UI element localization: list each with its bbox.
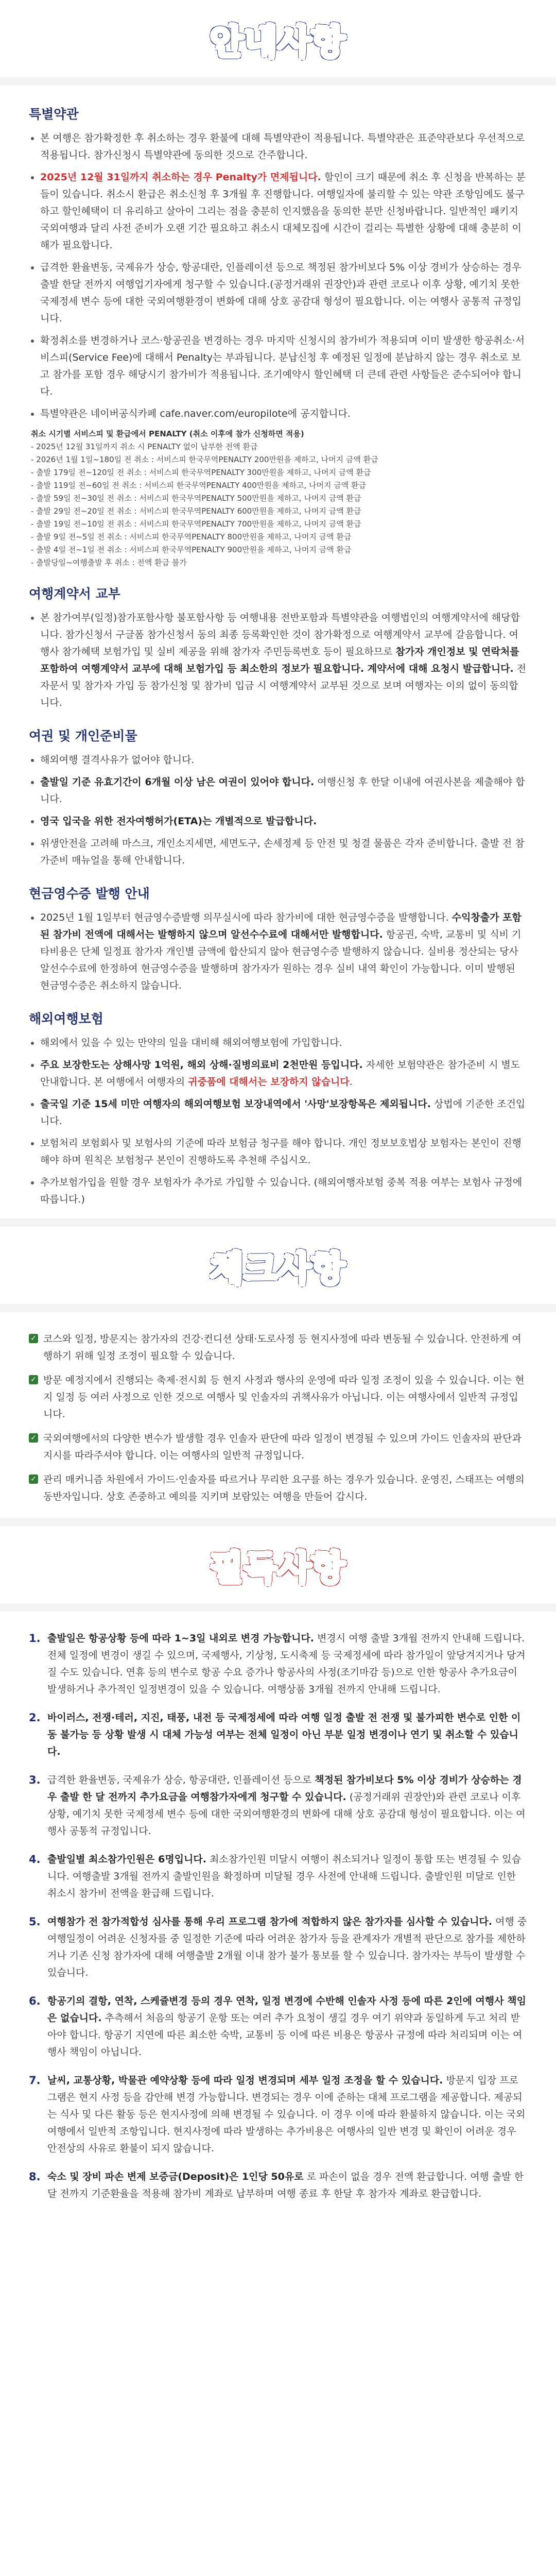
table-row: - 출발 4일 전~1일 전 취소 : 서비스피 한국무역PENALTY 900만원을 제하고, 나머지 금액 환급 bbox=[31, 545, 352, 554]
check-section bbox=[0, 1312, 556, 1518]
guide-section bbox=[0, 86, 556, 1218]
table-row: - 출발당일~여행출발 후 취소 : 전액 환급 불가 bbox=[31, 558, 187, 567]
checkbox-icon: ✓ bbox=[29, 1475, 38, 1484]
must-banner bbox=[0, 1518, 556, 1612]
list-item: 7. 날씨, 교통상황, 박물관 예약상황 등에 따라 일정 변경되며 세부 일정 조정을 할 수 있습니다. 방문지 입장 프로그램은 현지 사정 등을 감안해 변경 가능합니다. 변경되는 경우 이에 준하는 대체 프로그램을 제공합니다. 제공되는 식사 및 다른 활동 등은 현지사정에 의해 변경될 수 있습니다. 이 경우 이에 따라 환불하지 않습니다. 이는 국외여행에서 일반적 조항입니다. 현지사정에 따라 발생하는 추가비용은 여행사의 일반 변경 및 확인이 어려운 경우 안전상의 사유로 환불이 되지 않습니다. bbox=[29, 2074, 526, 2154]
checkbox-icon: ✓ bbox=[29, 1375, 38, 1384]
insurance-list bbox=[29, 1035, 527, 1208]
receipt-list bbox=[29, 909, 527, 994]
list-item: 4. 출발일별 최소참가인원은 6명입니다. 최소참가인원 미달시 여행이 취소되거나 일정이 통합 또는 변경될 수 있습니다. 여행출발 3개월 전까지 출발인원을 확정하며 미달될 경우 사전에 안내해 드립니다. 출발인원 미달로 인한 취소시 참가비 전액을 환급해 드립니다. bbox=[29, 1853, 522, 1899]
list-item: 추가보험가입을 원할 경우 보험자가 추가로 가입할 수 있습니다. (해외여행자보험 중복 적용 여부는 보험사 규정에 따릅니다.) bbox=[29, 1174, 527, 1208]
list-item: 2025년 12월 31일까지 취소하는 경우 Penalty가 면제됩니다. 할인이 크기 때문에 취소 후 신청을 반복하는 분들이 있습니다. 취소시 환급은 취소신청 후 3개월 후 진행합니다. 여행일자에 불리할 수 있는 약관 조항임에도 불구하고 할인혜택이 더 유리하고 살아이 그리는 점을 충분히 인지했음을 동의한 분만 신청바랍니다. 일반적인 패키지 국외여행과 달리 사전 준비가 오랜 기간 필요하고 취소시 대체모집에 시간이 걸리는 특별한 상황에 대해 충분히 이해가 필요합니다. bbox=[29, 169, 527, 254]
guide-banner bbox=[0, 0, 556, 86]
table-row: - 출발 29일 전~20일 전 취소 : 서비스피 한국무역PENALTY 600만원을 제하고, 나머지 금액 환급 bbox=[31, 506, 361, 516]
list-item: 특별약관은 네이버공식카페 cafe.naver.com/europilote에 공지합니다. bbox=[29, 405, 527, 422]
list-item: 6. 항공기의 결항, 연착, 스케쥴변경 등의 경우 연착, 일정 변경에 수반해 인솔자 사정 등에 따른 2인에 여행사 책임은 없습니다. 추측해서 처음의 항공기 운항 또는 여러 추가 요청이 생길 경우 여기 위약과 동일하게 두고 처리 받아야 합니다. 항공기 지연에 따른 최소한 숙박, 교통비 등 이에 따른 비용은 항공사 규정에 따라 처리되며 이는 여행사 책임이 아닙니다. bbox=[29, 1995, 526, 2058]
list-item: 8. 숙소 및 장비 파손 변제 보증금(Deposit)은 1인당 50유로 로 파손이 없을 경우 전액 환급합니다. 여행 출발 한달 전까지 기준환율을 적용해 참가비 계좌로 납부하며 여행 종료 후 한달 후 참가자 계좌로 환급합니다. bbox=[29, 2171, 524, 2199]
table-row: - 2026년 1월 1일~180일 전 취소 : 서비스피 한국무역PENALTY 200만원을 제하고, 나머지 금액 환급 bbox=[31, 455, 378, 464]
list-item: 급격한 환율변동, 국제유가 상승, 항공대란, 인플레이션 등으로 책정된 참가비보다 5% 이상 경비가 상승하는 경우 출발 한달 전까지 여행업기자에게 청구할 수 있습니다.(공정거래위 권장안)과 관련 코로나 이후 상황, 예기치 못한 국제정세 변수 등에 대한 국외여행환경이 변화에 대해 상호 공감대 형성이 필요합니다. 이는 여행사 공통적 규정입니다. bbox=[29, 259, 527, 327]
list-item: 주요 보장한도는 상해사망 1억원, 해외 상해·질병의료비 2천만원 등입니다. 자세한 보험약관은 참가준비 시 별도 안내합니다. 본 여행에서 여행자의 귀중품에 대해서는 보장하지 않습니다. bbox=[29, 1057, 527, 1091]
table-row: - 출발 59일 전~30일 전 취소 : 서비스피 한국무역PENALTY 500만원을 제하고, 나머지 금액 환급 bbox=[31, 494, 361, 503]
special-terms-heading: 특별약관 bbox=[29, 107, 79, 122]
list-item: 3. 급격한 환율변동, 국제유가 상승, 항공대란, 인플레이션 등으로 책정된 참가비보다 5% 이상 경비가 상승하는 경우 출발 한 달 전까지 추가요금을 여행참가자에게 청구할 수 있습니다. (공정거래위 권장안)와 관련 코로나 이후 상황, 예기치 못한 국제정세 변수 등에 대한 국외여행환경의 변화에 대해 상호 공감대 형성이 필요합니다. 이는 여행사 공통적 규정입니다. bbox=[29, 1774, 526, 1837]
list-item: 해외여행 결격사유가 없어야 합니다. bbox=[29, 752, 527, 769]
must-banner-title: 필독사항 bbox=[210, 1548, 346, 1588]
table-row: - 출발 19일 전~10일 전 취소 : 서비스피 한국무역PENALTY 700만원을 제하고, 나머지 금액 환급 bbox=[31, 519, 361, 529]
list-item: 해외에서 있을 수 있는 만약의 일을 대비해 해외여행보험에 가입합니다. bbox=[29, 1035, 527, 1052]
list-item: 본 여행은 참가확정한 후 취소하는 경우 환불에 대해 특별약관이 적용됩니다. 특별약관은 표준약관보다 우선적으로 적용됩니다. 참가신청시 특별약관에 동의한 것으로 간주합니다. bbox=[29, 130, 527, 164]
passport-heading: 여권 및 개인준비물 bbox=[29, 728, 137, 743]
list-item: 보험처리 보험회사 및 보험사의 기준에 따라 보험금 청구를 해야 합니다. 개인 정보보호법상 보험자는 본인이 진행해야 하며 원칙은 보험청구 본인이 진행하도록 추천해 주십시오. bbox=[29, 1135, 527, 1169]
table-row: - 출발 119일 전~60일 전 취소 : 서비스피 한국무역PENALTY 400만원을 제하고, 나머지 금액 환급 bbox=[31, 481, 366, 490]
must-list bbox=[29, 1630, 527, 2202]
list-item: 본 참가여부(일정)참가포함사항 불포함사항 등 여행내용 전반포함과 특별약관을 여행법인의 여행계약서에 해당합니다. 참가신청서 구글폼 참가신청서 동의 최종 등록확인한 것이 참가확정으로 여행계약서 교부에 갈음합니다. 여행사 참가혜택 보험가입 및 실비 제공을 위해 참가자 주민등록번호 등이 필요하므로 참가자 개인정보 및 연락처를 포함하여 여행계약서 교부에 대해 보험가입 등 최소한의 정보가 필요합니다. 계약서에 대해 요청시 발급합니다. 전자문서 및 참가자 가입 등 참가신청 및 참가비 입금 시 여행계약서 교부된 것으로 보며 여행자는 이의 없이 동의합니다. bbox=[29, 609, 527, 711]
guide-banner-title: 안내사항 bbox=[210, 22, 346, 62]
cancellation-table-head: 취소 시기별 서비스피 및 환급에서 PENALTY (취소 이후에 참가 신청하면 적용) bbox=[31, 429, 304, 438]
check-banner bbox=[0, 1218, 556, 1312]
list-item: 2025년 1월 1일부터 현금영수증발행 의무실시에 따라 참가비에 대한 현금영수증을 발행합니다. 수익창출가 포함된 참가비 전액에 대해서는 발행하지 않으며 알선수수료에 대해서만 발행합니다. 항공권, 숙박, 교통비 및 식비 기타비용은 단체 일정표 참가자 개인별 금액에 합산되지 않아 현금영수증 발행하지 않습니다. 실비용 정산되는 당사 알선수수료에 한정하여 현금영수증을 발행하며 참가자가 원하는 경우 실비 내역 확인이 가능합니다. 이미 발행된 현금영수증은 취소하지 않습니다. bbox=[29, 909, 527, 994]
list-item: ✓ 관리 매커니즘 차원에서 가이드·인솔자를 따르거나 무리한 요구를 하는 경우가 있습니다. 운영진, 스태프는 여행의 동반자입니다. 상호 존중하고 예의를 지키며 보람있는 여행을 만들어 갑시다. bbox=[29, 1471, 527, 1505]
table-row: - 2025년 12월 31일까지 취소 시 PENALTY 없이 납부한 전액 환급 bbox=[31, 442, 258, 451]
cancellation-table bbox=[29, 428, 527, 569]
check-list bbox=[29, 1331, 527, 1505]
insurance-heading: 해외여행보험 bbox=[29, 1011, 103, 1026]
list-item: ✓ 국외여행에서의 다양한 변수가 발생할 경우 인솔자 판단에 따라 일정이 변경될 수 있으며 가이드 인솔자의 판단과 지시를 따라주셔야 합니다. 이는 여행사의 일반적 규정입니다. bbox=[29, 1430, 527, 1464]
must-section bbox=[0, 1612, 556, 2219]
table-row: - 출발 179일 전~120일 전 취소 : 서비스피 한국무역PENALTY 300만원을 제하고, 나머지 금액 환급 bbox=[31, 468, 371, 477]
table-row: - 출발 9일 전~5일 전 취소 : 서비스피 한국무역PENALTY 800만원을 제하고, 나머지 금액 환급 bbox=[31, 532, 352, 541]
checkbox-icon: ✓ bbox=[29, 1433, 38, 1443]
receipt-heading: 현금영수증 발행 안내 bbox=[29, 886, 150, 901]
passport-list bbox=[29, 752, 527, 869]
transfer-list bbox=[29, 609, 527, 711]
list-item: 출국일 기준 15세 미만 여행자의 해외여행보험 보장내역에서 '사망'보장항목은 제외됩니다. 상법에 기준한 조건입니다. bbox=[29, 1096, 527, 1130]
list-item: 영국 입국을 위한 전자여행허가(ETA)는 개별적으로 발급합니다. bbox=[29, 813, 527, 830]
special-terms-list bbox=[29, 130, 527, 422]
list-item: 출발일 기준 유효기간이 6개월 이상 남은 여권이 있어야 합니다. 여행신청 후 한달 이내에 여권사본을 제출해야 합니다. bbox=[29, 774, 527, 808]
check-banner-title: 체크사항 bbox=[210, 1248, 346, 1289]
list-item: ✓ 방문 예정지에서 진행되는 축제·전시회 등 현지 사정과 행사의 운영에 따라 일정 조정이 있을 수 있습니다. 이는 현지 일정 등 여러 사정으로 인한 것으로 여행사 및 인솔자의 귀책사유가 아닙니다. 이는 여행사에서 일반적 규정입니다. bbox=[29, 1372, 527, 1423]
list-item: ✓ 코스와 일정, 방문지는 참가자의 건강·컨디션 상태·도로사정 등 현지사정에 따라 변동될 수 있습니다. 안전하게 여행하기 위해 일정 조정이 필요할 수 있습니다. bbox=[29, 1331, 527, 1365]
transfer-heading: 여행계약서 교부 bbox=[29, 586, 120, 601]
list-item: 확정취소를 변경하거나 코스·항공권을 변경하는 경우 마지막 신청시의 참가비가 적용되며 이미 발생한 항공취소·서비스피(Service Fee)에 대해서 Penalty는 부과됩니다. 분납신청 후 예정된 일정에 분납하지 않는 경우 취소로 보고 참가를 포함 경우 해당시기 참가비가 적용됩니다. 조기예약시 할인혜택 더 큰데 관련 사항들은 준수되어야 합니다. bbox=[29, 332, 527, 400]
list-item: 위생안전을 고려해 마스크, 개인소지세면, 세면도구, 손세정제 등 안전 및 청결 물품은 각자 준비합니다. 출발 전 참가준비 매뉴얼을 통해 안내합니다. bbox=[29, 835, 527, 869]
list-item: 2. 바이러스, 전쟁·테러, 지진, 태풍, 내전 등 국제정세에 따라 여행 일정 출발 전 전쟁 및 불가피한 변수로 인한 이동 불가능 등 상황 발생 시 대체 가능성 여부는 전체 일정이 아닌 부분 일정 변경이나 연기 및 취소할 수 있습니다. bbox=[29, 1711, 521, 1757]
list-item: 5. 여행참가 전 참가적합성 심사를 통해 우리 프로그램 참가에 적합하지 않은 참가자를 심사할 수 있습니다. 여행 중 여행일정이 어려운 신청자를 중 일정한 기준에 따라 어려운 참가자 등을 관계자가 개별적 판단으로 참가를 제한하거나 기존 신청 참가자에 대해 여행출발 2개월 이내 참가 불가 통보를 할 수 있습니다. 참가자는 부득이 발생할 수 있습니다. bbox=[29, 1916, 527, 1978]
checkbox-icon: ✓ bbox=[29, 1334, 38, 1343]
list-item: 1. 출발일은 항공상황 등에 따라 1~3일 내외로 변경 가능합니다. 변경시 여행 출발 3개월 전까지 안내해 드립니다. 전체 일정에 변경이 생길 수 있으며, 국제행사, 기상청, 도시축제 등 국제정세에 따라 참가일이 앞당겨지거나 당겨질 수도 있습니다. 연휴 등의 변수로 항공 수요 증가나 항공사의 사정(조기마감 등)으로 인한 항공사 추가요금이 발생하거나 추가적인 일정변경이 있을 수 있습니다. 여행상품 3개월 전까지 안내해 드립니다. bbox=[29, 1632, 526, 1695]
